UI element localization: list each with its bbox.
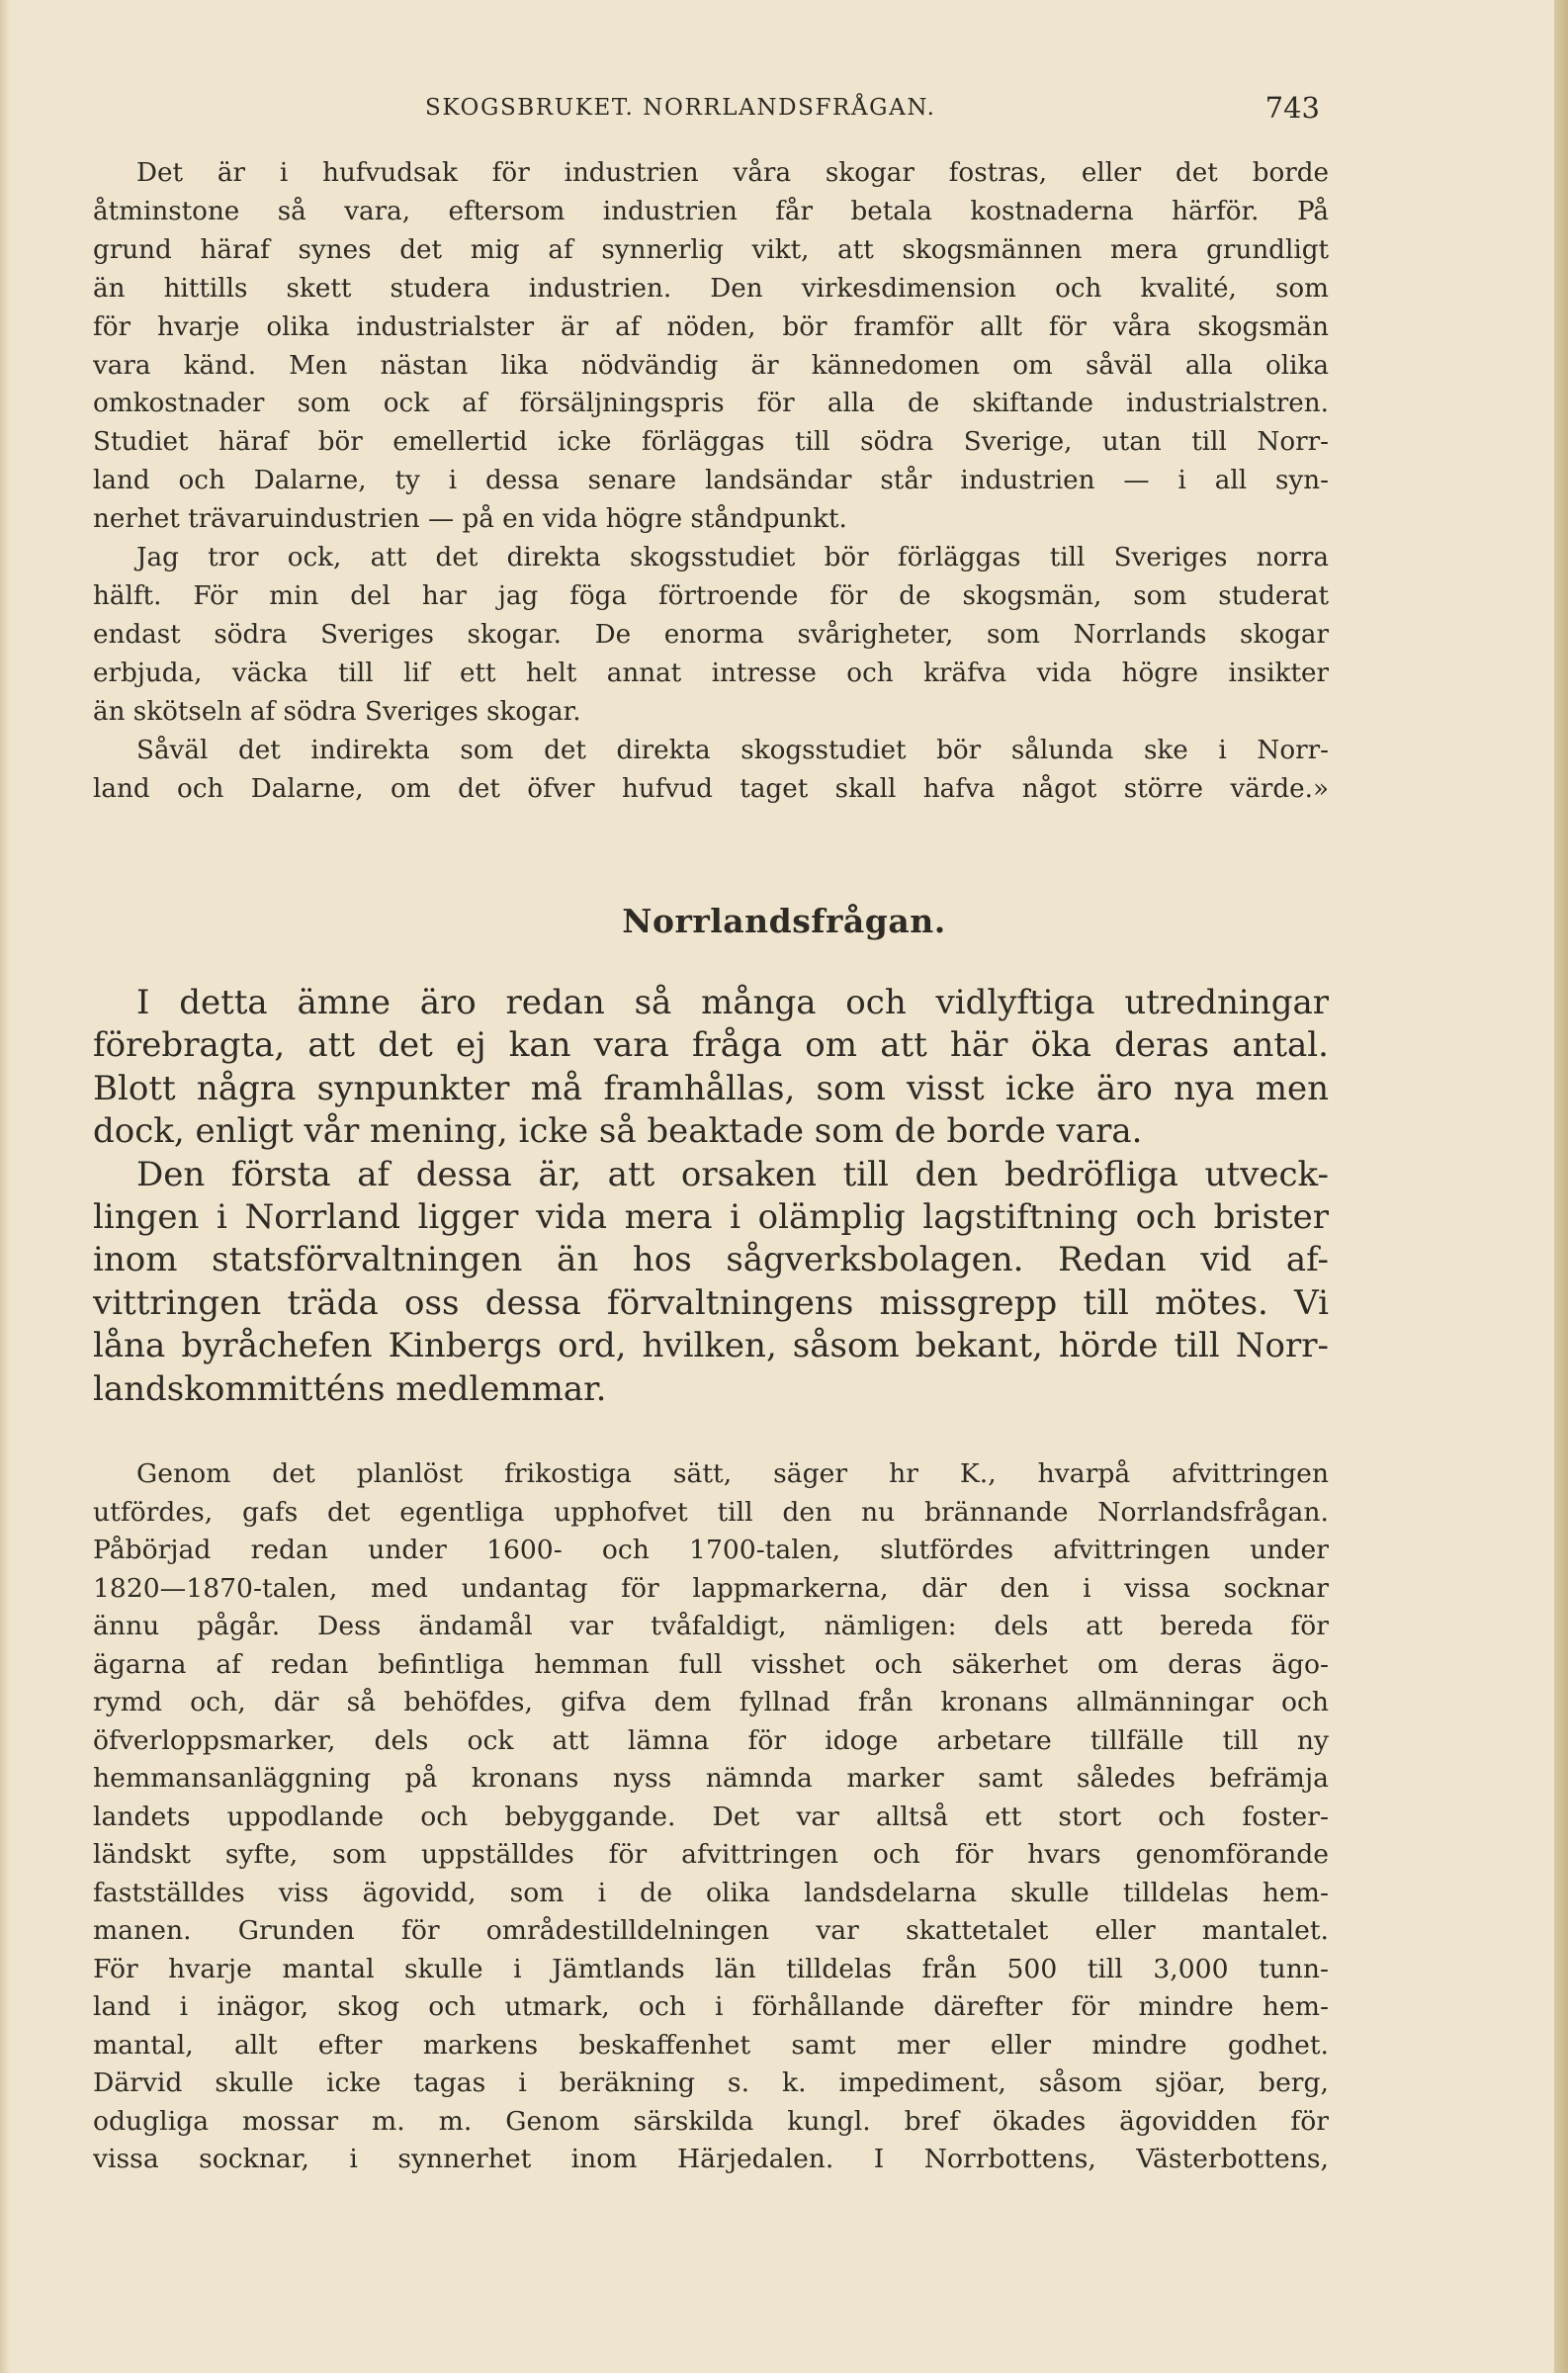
text-line: odugliga mossar m. m. Genom särskilda kungl. bref ökades ägovidden för	[93, 2105, 1329, 2137]
body-text-intro	[93, 154, 1329, 808]
text-line: manen. Grunden för områdestilldelningen var skattetalet eller mantalet.	[93, 1915, 1329, 1946]
text-line: hemmansanläggning på kronans nyss nämnda marker samt således befrämja	[93, 1763, 1329, 1794]
text-line: ägarna af redan befintliga hemman full visshet och säkerhet om deras ägo-	[93, 1648, 1329, 1680]
text-line: land i inägor, skog och utmark, och i förhållande därefter för mindre hem-	[93, 1991, 1329, 2022]
text-line: Det är i hufvudsak för industrien våra skogar fostras, eller det borde	[136, 158, 1329, 188]
text-line: ännu pågår. Dess ändamål var tvåfaldigt, nämligen: dels att bereda för	[93, 1611, 1329, 1641]
text-line: hälft. För min del har jag föga förtroende för de skogsmän, som studerat	[93, 580, 1329, 611]
text-line: landskommitténs medlemmar.	[93, 1368, 607, 1409]
text-line: mantal, allt efter markens beskaffenhet samt mer eller mindre godhet.	[93, 2029, 1329, 2061]
text-line: Blott några synpunkter må framhållas, som visst icke äro nya men	[93, 1068, 1329, 1108]
text-line: omkostnader som ock af försäljningspris för alla de skiftande industrialstren.	[93, 389, 1329, 419]
page-header	[425, 91, 1320, 131]
text-line: Genom det planlöst frikostiga sätt, säger hr K., hvarpå afvittringen	[136, 1458, 1329, 1489]
text-line: utfördes, gafs det egentliga upphofvet till den nu brännande Norrlandsfrågan.	[93, 1496, 1329, 1528]
text-line: I detta ämne äro redan så många och vidlyftiga utredningar	[136, 983, 1329, 1022]
text-line: ländskt syfte, som uppställdes för afvittringen och för hvars genomförande	[93, 1839, 1329, 1870]
text-line: vittringen träda oss dessa förvaltningens missgrepp till mötes. Vi	[93, 1282, 1329, 1323]
text-line: Den första af dessa är, att orsaken till den bedröfliga utveck-	[136, 1154, 1329, 1194]
text-line: Jag tror ock, att det direkta skogsstudiet bör förläggas till Sveriges norra	[136, 543, 1329, 573]
text-line: rymd och, där så behöfdes, gifva dem fyllnad från kronans allmänningar och	[93, 1687, 1329, 1717]
quoted-text	[93, 1455, 1329, 2179]
text-line: Därvid skulle icke tagas i beräkning s. k. impediment, såsom sjöar, berg,	[93, 2067, 1329, 2098]
text-line: nerhet trävaruindustrien — på en vida högre ståndpunkt.	[93, 504, 847, 535]
text-line: grund häraf synes det mig af synnerlig vikt, att skogsmännen mera grundligt	[93, 234, 1329, 265]
running-head: SKOGSBRUKET. NORRLANDSFRÅGAN.	[425, 95, 936, 121]
text-line: Påbörjad redan under 1600- och 1700-talen, slutfördes afvittringen under	[93, 1535, 1329, 1565]
text-line: vara känd. Men nästan lika nödvändig är kännedomen om såväl alla olika	[93, 350, 1329, 381]
text-line: erbjuda, väcka till lif ett helt annat intresse och kräfva vida högre insikter	[93, 658, 1329, 688]
text-line: land och Dalarne, om det öfver hufvud taget skall hafva något större värde.»	[93, 773, 1329, 804]
text-line: Studiet häraf bör emellertid icke förläggas till södra Sverige, utan till Norr-	[93, 427, 1329, 458]
text-line: än hittills skett studera industrien. Den virkesdimension och kvalité, som	[93, 273, 1329, 304]
text-line: än skötseln af södra Sveriges skogar.	[93, 696, 581, 727]
body-text-main	[93, 982, 1329, 1411]
text-line: land och Dalarne, ty i dessa senare landsändar står industrien — i all syn-	[93, 466, 1329, 496]
text-line: åtminstone så vara, eftersom industrien får betala kostnaderna härför. På	[93, 196, 1329, 226]
text-line: endast södra Sveriges skogar. De enorma svårigheter, som Norrlands skogar	[93, 619, 1329, 650]
text-line: inom statsförvaltningen än hos sågverksbolagen. Redan vid af-	[93, 1240, 1329, 1280]
text-line: dock, enligt vår mening, icke så beaktade som de borde vara.	[93, 1111, 1143, 1152]
page-right-edge	[1554, 0, 1568, 2373]
text-line: vissa socknar, i synnerhet inom Härjedalen. I Norrbottens, Västerbottens,	[93, 2144, 1329, 2174]
text-line: för hvarje olika industrialster är af nöden, bör framför allt för våra skogsmän	[93, 311, 1329, 342]
text-line: låna byråchefen Kinbergs ord, hvilken, såsom bekant, hörde till Norr-	[93, 1326, 1329, 1366]
section-title: Norrlandsfrågan.	[622, 902, 946, 940]
page-left-edge	[0, 0, 10, 2373]
text-line: lingen i Norrland ligger vida mera i olämplig lagstiftning och brister	[93, 1197, 1329, 1238]
text-line: fastställdes viss ägovidd, som i de olika landsdelarna skulle tilldelas hem-	[93, 1877, 1329, 1908]
text-line: Såväl det indirekta som det direkta skogsstudiet bör sålunda ske i Norr-	[136, 735, 1329, 765]
text-line: förebragta, att det ej kan vara fråga om att här öka deras antal.	[93, 1025, 1329, 1066]
text-line: För hvarje mantal skulle i Jämtlands län tilldelas från 500 till 3,000 tunn-	[93, 1953, 1329, 1984]
text-line: 1820—1870-talen, med undantag för lappmarkerna, där den i vissa socknar	[93, 1572, 1329, 1604]
text-line: landets uppodlande och bebyggande. Det var alltså ett stort och foster-	[93, 1801, 1329, 1832]
text-line: öfverloppsmarker, dels ock att lämna för idoge arbetare tillfälle till ny	[93, 1724, 1329, 1756]
page-number: 743	[1264, 91, 1320, 125]
